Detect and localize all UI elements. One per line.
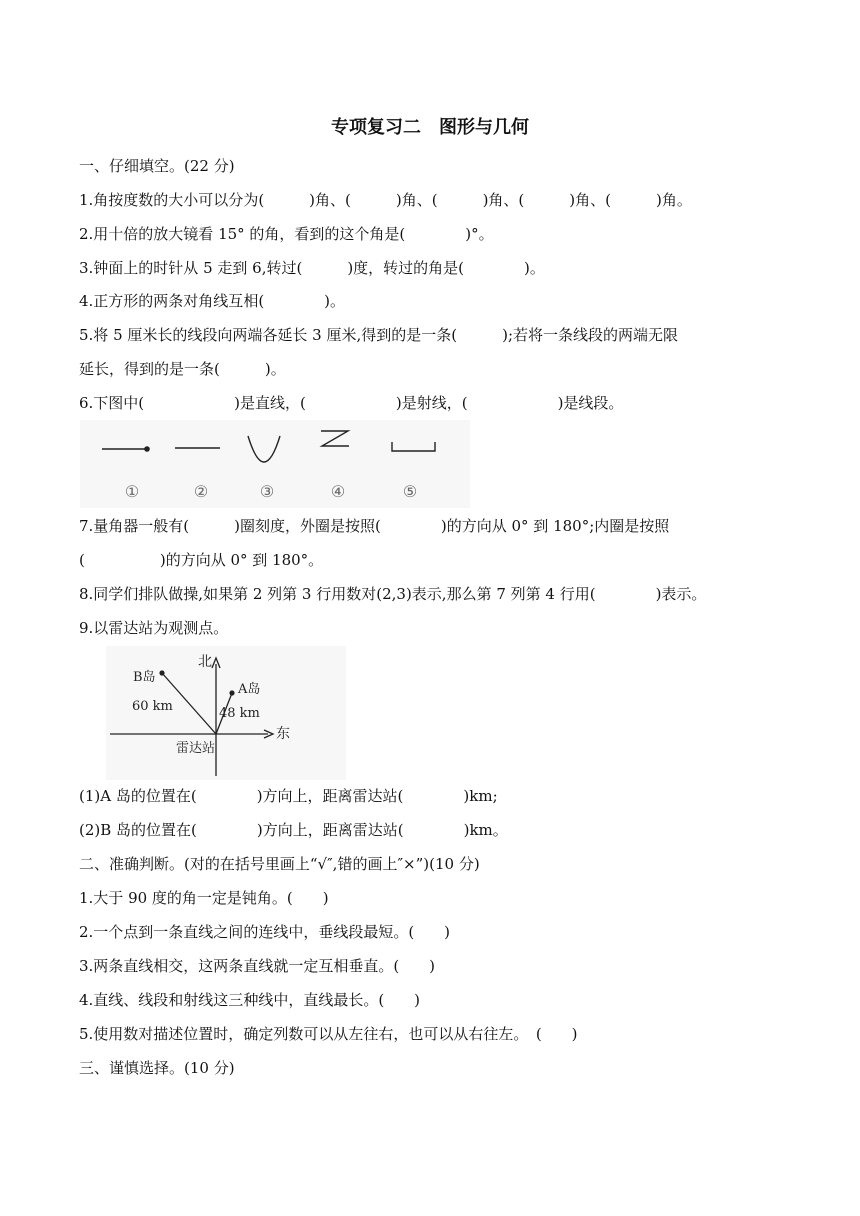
east-label: 东 xyxy=(276,726,290,742)
question-3: 3.钟面上的时针从 5 走到 6,转过( )度，转过的角是( )。 xyxy=(79,259,545,277)
label-1: ① xyxy=(124,482,140,501)
a-distance-label: 48 km xyxy=(219,706,260,721)
question-4: 4.正方形的两条对角线互相( )。 xyxy=(79,292,346,310)
question-9-part1: (1)A 岛的位置在( )方向上，距离雷达站( )km; xyxy=(79,787,498,805)
radar-station-label: 雷达站 xyxy=(176,741,216,756)
question-7-line2: ( )的方向从 0° 到 180°。 xyxy=(79,551,324,569)
label-2: ② xyxy=(193,482,209,501)
question-9: 9.以雷达站为观测点。 xyxy=(79,619,229,637)
radar-figure xyxy=(106,646,346,780)
north-label: 北 xyxy=(198,654,212,670)
question-5-line2: 延长，得到的是一条( )。 xyxy=(79,360,286,378)
line-types-figure xyxy=(80,420,470,508)
judge-5: 5.使用数对描述位置时，确定列数可以从左往右，也可以从右往左。 ( ) xyxy=(79,1025,578,1043)
label-4: ④ xyxy=(330,482,346,501)
b-island-point xyxy=(159,670,164,675)
question-5-line1: 5.将 5 厘米长的线段向两端各延长 3 厘米,得到的是一条( );若将一条线段的两端无限 xyxy=(79,326,679,344)
b-island-label: B岛 xyxy=(133,670,156,685)
section-choice-heading: 三、谨慎选择。(10 分) xyxy=(79,1059,235,1077)
question-2: 2.用十倍的放大镜看 15° 的角，看到的这个角是( )°。 xyxy=(79,225,494,243)
label-3: ③ xyxy=(259,482,275,501)
label-5: ⑤ xyxy=(402,482,418,501)
section-judge-heading: 二、准确判断。(对的在括号里画上“√″,错的画上″×”)(10 分) xyxy=(79,855,480,873)
question-7-line1: 7.量角器一般有( )圈刻度，外圈是按照( )的方向从 0° 到 180°;内圈是按照 xyxy=(79,517,670,535)
judge-4: 4.直线、线段和射线这三种线中，直线最长。( ) xyxy=(79,991,421,1009)
section-fill-heading: 一、仔细填空。(22 分) xyxy=(79,157,235,175)
judge-3: 3.两条直线相交，这两条直线就一定互相垂直。( ) xyxy=(79,957,436,975)
question-9-part2: (2)B 岛的位置在( )方向上，距离雷达站( )km。 xyxy=(79,821,508,839)
page-title: 专项复习二 图形与几何 xyxy=(331,117,529,138)
judge-1: 1.大于 90 度的角一定是钝角。( ) xyxy=(79,889,329,907)
ray-1-point xyxy=(144,446,150,452)
a-island-point xyxy=(229,690,234,695)
question-6: 6.下图中( )是直线，( )是射线，( )是线段。 xyxy=(79,394,624,412)
a-island-label: A岛 xyxy=(238,682,261,697)
question-1: 1.角按度数的大小可以分为( )角、( )角、( )角、( )角、( )角。 xyxy=(79,191,692,209)
question-8: 8.同学们排队做操,如果第 2 列第 3 行用数对(2,3)表示,那么第 7 列第 4 行用( )表示。 xyxy=(79,585,707,603)
b-distance-label: 60 km xyxy=(132,699,173,714)
judge-2: 2.一个点到一条直线之间的连线中，垂线段最短。( ) xyxy=(79,923,451,941)
